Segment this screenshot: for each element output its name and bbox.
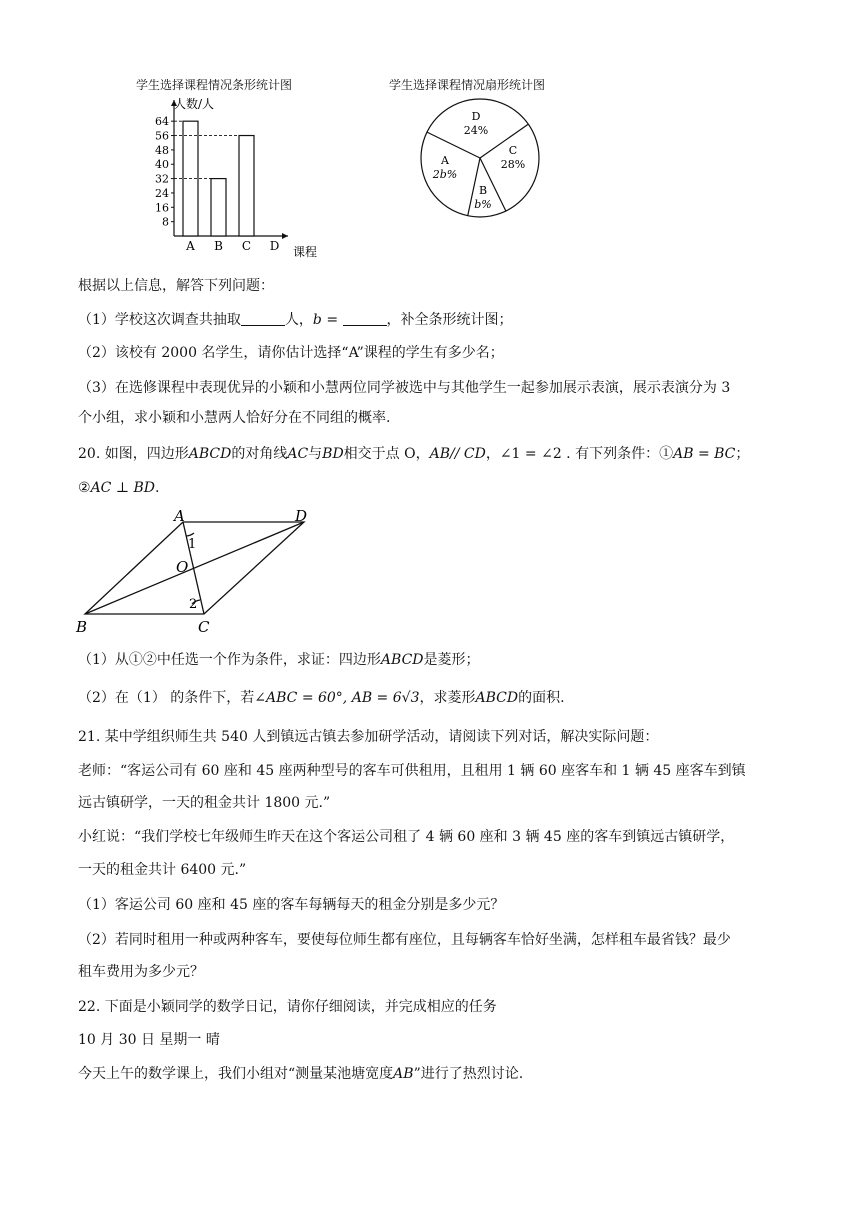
q20-period: . [154, 480, 160, 496]
q21-part2-line2: 租车费用为多少元？ [78, 964, 204, 980]
q20-text-c: 与 [308, 446, 323, 462]
q20-abcd: ABCD [188, 446, 232, 462]
label-angle-1: 1 [188, 537, 197, 552]
q21-teacher-line2: 远古镇研学，一天的租金共计 1800 元.” [78, 795, 331, 811]
y-tick-label: 48 [155, 143, 169, 157]
q22-date: 10 月 30 日 星期一 晴 [78, 1032, 220, 1048]
q21-part2-line1: （2）若同时租用一种或两种客车，要使每位师生都有座位，且每辆客车恰好坐满，怎样租车最省钱？最少 [78, 932, 731, 948]
q20-text-e: ，∠1 = ∠2 . 有下列条件：① [485, 446, 674, 462]
pie-slice-label-C: C [508, 144, 518, 157]
pie-slice-label-D: D [471, 110, 481, 123]
x-tick-label-A: A [186, 239, 195, 253]
q20-p1-text-a: （1）从①②中任选一个作为条件，求证：四边形 [78, 652, 381, 668]
y-tick-label: 16 [155, 201, 169, 215]
pie-chart [410, 90, 560, 230]
q20-p1-text-c: 是菱形； [423, 652, 480, 668]
q22-body-text-a: 今天上午的数学课上，我们小组对“测量某池塘宽度 [78, 1066, 394, 1082]
q20-stem-line2 [78, 478, 159, 498]
q22-stem: 22. 下面是小颖同学的数学日记，请你仔细阅读，并完成相应的任务 [78, 999, 497, 1015]
q19-part3-line1: （3）在选修课程中表现优异的小颖和小慧两位同学被选中与其他学生一起参加展示表演，展示表演分为 3 [78, 380, 731, 396]
q20-text-f: ； [735, 446, 750, 462]
y-tick-label: 64 [155, 115, 169, 129]
bar-chart-title: 学生选择课程情况条形统计图 [136, 78, 293, 92]
pie-slice-label-A: A [441, 154, 449, 167]
pie-slice-value-A: 2b% [432, 168, 458, 181]
label-a: A [174, 510, 185, 525]
pie-slice-value-C: 28% [500, 158, 526, 171]
label-angle-2: 2 [189, 597, 198, 612]
q20-text-d: 相交于点 O， [343, 446, 430, 462]
q20-p2-abcd: ABCD [475, 690, 519, 706]
q19-p1-text-e: ，补全条形统计图； [386, 312, 513, 328]
q22-body-text-c: ”进行了热烈讨论. [413, 1066, 524, 1082]
parallelogram-figure [70, 510, 330, 636]
q20-p1-abcd: ABCD [380, 652, 424, 668]
label-c: C [198, 618, 210, 636]
q21-xiaohong-line1: 小红说：“我们学校七年级师生昨天在这个客运公司租了 4 辆 60 座和 3 辆 45 座的客车到镇远古镇研学， [78, 829, 735, 845]
pie-slice-value-B: b% [474, 198, 492, 211]
q19-p1-text-a: （1）学校这次调查共抽取 [78, 312, 241, 328]
q19-part3-line2: 个小组，求小颖和小慧两人恰好分在不同组的概率. [78, 410, 391, 426]
y-tick-label: 24 [155, 186, 169, 200]
q20-cond: AB// CD [429, 446, 486, 462]
x-axis-label: 课程 [293, 245, 318, 259]
q20-part2 [78, 688, 565, 708]
label-b: B [76, 618, 88, 636]
q21-teacher-line1: 老师：“客运公司有 60 座和 45 座两种型号的客车可供租用，且租用 1 辆 60 座客车和 1 辆 45 座客车到镇 [78, 763, 746, 779]
y-tick-label: 40 [155, 158, 169, 172]
y-tick-label: 8 [162, 215, 169, 229]
q20-condition-2: AC ⊥ BD [90, 480, 155, 496]
q20-circle-2: ② [78, 480, 91, 496]
bar-chart [130, 90, 330, 265]
y-tick-label: 32 [155, 172, 169, 186]
pie-chart-title: 学生选择课程情况扇形统计图 [389, 78, 546, 92]
bar-B [211, 179, 226, 236]
label-d: D [295, 510, 308, 525]
q20-text-b: 的对角线 [231, 446, 288, 462]
x-tick-label-C: C [241, 239, 252, 253]
y-tick-label: 56 [155, 129, 169, 143]
x-axis-arrow [282, 233, 288, 239]
q19-part2: （2）该校有 2000 名学生，请你估计选择“A”课程的学生有多少名； [78, 345, 504, 361]
q21-stem: 21. 某中学组织师生共 540 人到镇远古镇去参加研学活动，请阅读下列对话，解决实际问题： [78, 729, 659, 745]
q20-p2-given: ∠ABC = 60°, AB = 6√3 [254, 690, 420, 706]
q20-ac: AC [287, 446, 309, 462]
q19-p1-var-b: b [312, 312, 322, 328]
q20-stem-line1 [78, 444, 749, 464]
q22-body [78, 1064, 523, 1084]
q20-p2-text-c: ，求菱形 [419, 690, 476, 706]
q20-p2-text-a: （2）在（1） 的条件下，若 [78, 690, 255, 706]
q21-xiaohong-line2: 一天的租金共计 6400 元.” [78, 862, 247, 878]
q20-part1 [78, 650, 480, 670]
answer-blank-total[interactable] [241, 310, 285, 326]
q20-p2-text-e: 的面积. [518, 690, 565, 706]
label-o: O [176, 558, 189, 576]
q19-intro: 根据以上信息，解答下列问题： [78, 278, 274, 294]
q20-text-a: 20. 如图，四边形 [78, 446, 189, 462]
angle-1-arc [186, 533, 194, 536]
x-tick-label-D: D [269, 239, 280, 253]
x-tick-label-B: B [214, 239, 223, 253]
q20-condition-1: AB = BC [673, 446, 736, 462]
answer-blank-b[interactable] [343, 310, 387, 326]
q21-part1: （1）客运公司 60 座和 45 座的客车每辆每天的租金分别是多少元？ [78, 897, 505, 913]
q22-ab: AB [393, 1066, 414, 1082]
bar-C [239, 136, 254, 236]
q19-p1-text-b: 人， [284, 312, 313, 328]
pie-slice-label-B: B [478, 184, 488, 197]
q19-part1 [78, 310, 513, 330]
q20-bd: BD [322, 446, 344, 462]
pie-slice-value-D: 24% [463, 124, 489, 137]
q19-p1-eq: = [321, 312, 343, 328]
y-axis-label: 人数/人 [174, 97, 215, 111]
